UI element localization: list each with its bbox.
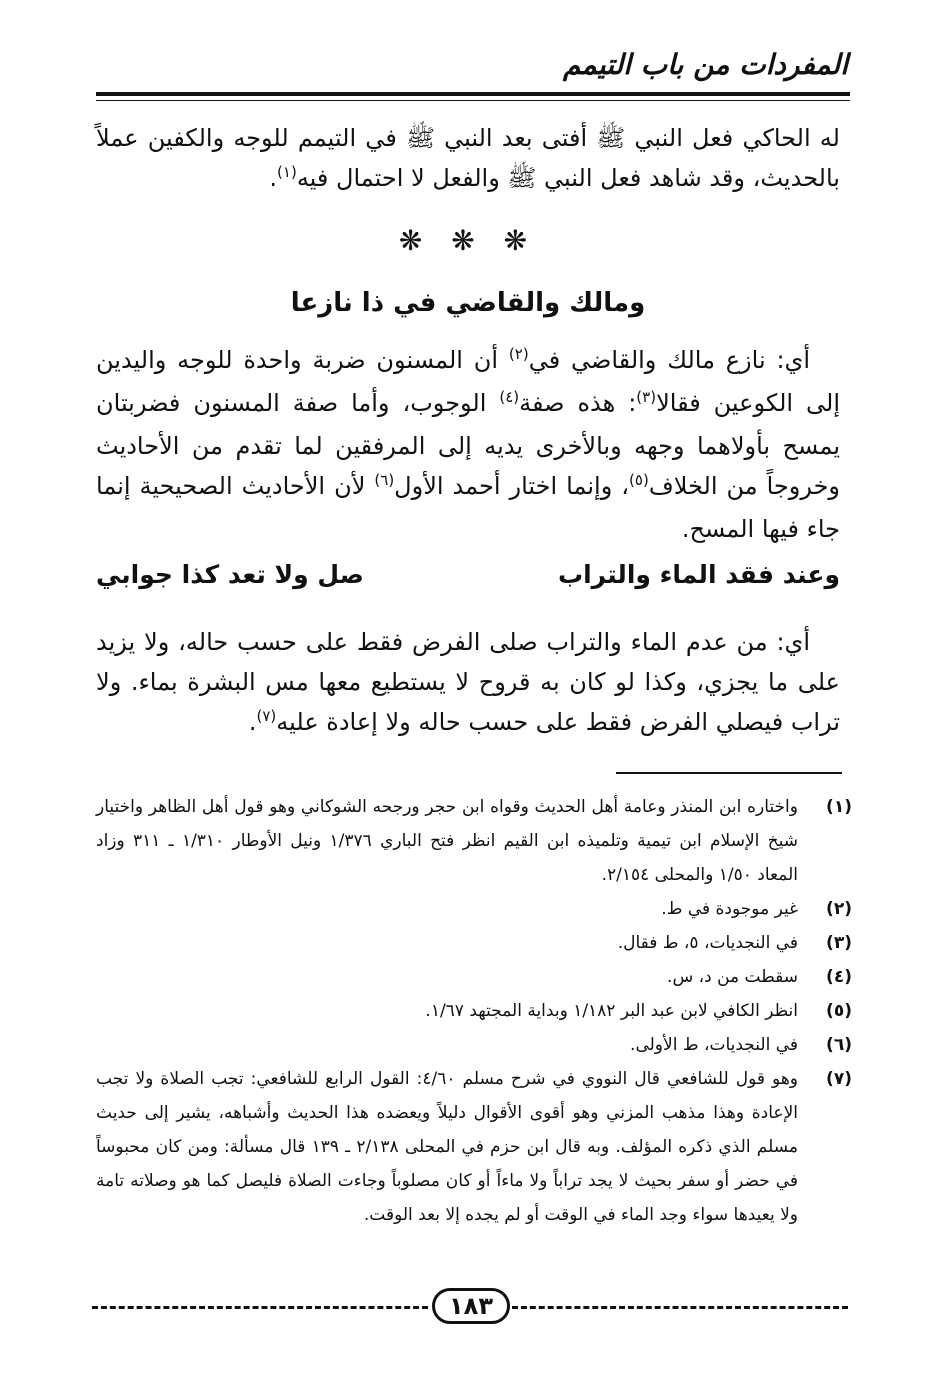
intro-paragraph xyxy=(96,118,840,201)
verse-explanation-text: أي: من عدم الماء والتراب صلى الفرض فقط على حسب حاله، ولا يزيد على ما يجزي، وكذا لو كان به قروح لا يستطيع معها مس البشرة بماء. ولا تراب فيصلي الفرض فقط على حسب حاله ولا إعادة عليه xyxy=(96,628,840,736)
footnote-ref-3: (٣) xyxy=(636,388,657,406)
verse-explanation-paragraph xyxy=(96,622,840,745)
explanation-seg2: أن المسنون ضربة واحدة للوجه واليدين إلى الكوعين فقالا xyxy=(96,346,841,417)
footnote-item xyxy=(96,960,852,994)
footnote-number: (٧) xyxy=(826,1069,852,1089)
intro-line2: عملاً بالحديث، وقد شاهد فعل النبي ﷺ والفعل لا احتمال فيه xyxy=(96,124,840,192)
footnote-item xyxy=(96,1028,852,1062)
verse-second-hemistich: صل ولا تعد كذا جوابي xyxy=(96,560,364,589)
running-title: المفردات من باب التيمم xyxy=(563,48,848,81)
verse-explanation-end: . xyxy=(248,708,257,736)
footnote-ref-7: (٧) xyxy=(256,707,277,725)
footnote-number: (٤) xyxy=(826,967,852,987)
explanation-seg3: : هذه صفة xyxy=(519,389,637,417)
footer-dash-right xyxy=(512,1306,848,1309)
footnote-number: (٣) xyxy=(826,933,852,953)
verse-line xyxy=(96,560,840,600)
footnote-number: (١) xyxy=(826,797,852,817)
explanation-seg5: ، وإنما اختار أحمد الأول xyxy=(394,472,630,500)
intro-line1: له الحاكي فعل النبي ﷺ أفتى بعد النبي ﷺ في التيمم للوجه والكفين xyxy=(147,124,840,152)
footnote-item xyxy=(96,926,852,960)
footnote-text: سقطت من د، س. xyxy=(667,967,798,987)
explanation-paragraph xyxy=(96,340,840,549)
footnote-item xyxy=(96,892,852,926)
verse-first-hemistich: وعند فقد الماء والتراب xyxy=(557,560,840,589)
footnote-item xyxy=(96,1062,852,1232)
footnote-ref-1: (١) xyxy=(277,163,297,181)
footnote-text: غير موجودة في ط. xyxy=(661,899,798,919)
footnote-ref-6: (٦) xyxy=(374,471,395,489)
footer-dash-left xyxy=(92,1306,428,1309)
footnote-number: (٢) xyxy=(826,899,852,919)
footnote-number: (٥) xyxy=(826,1001,852,1021)
footnote-item xyxy=(96,790,852,892)
footnote-text: انظر الكافي لابن عبد البر ١/١٨٢ وبداية المجتهد ١/٦٧. xyxy=(425,1001,798,1021)
footnote-ref-4: (٤) xyxy=(499,388,520,406)
footnote-separator xyxy=(616,772,842,774)
footnote-ref-2: (٢) xyxy=(508,345,529,363)
page-number: ١٨٣ xyxy=(432,1288,510,1324)
footnote-text: في النجديات، ٥، ط فقال. xyxy=(617,933,798,953)
explanation-seg6: لأن الأحاديث الصحيحية إنما جاء فيها المسح. xyxy=(96,472,840,543)
section-heading: ومالك والقاضي في ذا نازعا xyxy=(290,288,646,318)
section-separator: ❋ ❋ ❋ xyxy=(398,224,538,257)
footnote-item xyxy=(96,994,852,1028)
header-rule-thick xyxy=(96,92,850,96)
footnote-text: واختاره ابن المنذر وعامة أهل الحديث وقواه ابن حجر ورجحه الشوكاني وهو قول أهل الظاهر واختيار شيخ الإسلام ابن تيمية وتلميذه ابن القيم انظر فتح الباري ١/٣٧٦ ونيل الأوطار ١/٣١٠ ـ ٣١١ وزاد المعاد ١/٥٠ والمحلى ٢/١٥٤. xyxy=(96,797,798,885)
footnotes xyxy=(96,790,852,1232)
intro-line2-end: . xyxy=(269,164,278,192)
explanation-seg1: أي: نازع مالك والقاضي في xyxy=(528,346,811,374)
footnote-ref-5: (٥) xyxy=(629,471,649,489)
footnote-text: في النجديات، ط الأولى. xyxy=(630,1035,798,1055)
footnote-number: (٦) xyxy=(826,1035,852,1055)
footnote-text: وهو قول للشافعي قال النووي في شرح مسلم ٤/٦٠: القول الرابع للشافعي: تجب الصلاة ولا تجب الإعادة وهذا مذهب المزني وهو أقوى الأقوال دليلاً ويعضده هذا الحديث وأشباهه، يشير إلى حديث مسلم الذي ذكره المؤلف. وبه قال ابن حزم في المحلى ٢/١٣٨ ـ ١٣٩ قال مسألة: ومن كان محبوساً في حضر أو سفر بحيث لا يجد تراباً ولا ماءاً أو كان مصلوباً وجاءت الصلاة فليصل كما هو وصلاته تامة ولا يعيدها سواء وجد الماء في الوقت أو لم يجده إلا بعد الوقت. xyxy=(96,1069,798,1225)
header-rule-thin xyxy=(96,100,850,101)
explanation-seg4: الوجوب، وأما صفة المسنون فضربتان يمسح بأولاهما وجهه وبالأخرى يديه إلى المرفقين لما تقدم من الأحاديث وخروجاً من الخلاف xyxy=(96,389,840,500)
